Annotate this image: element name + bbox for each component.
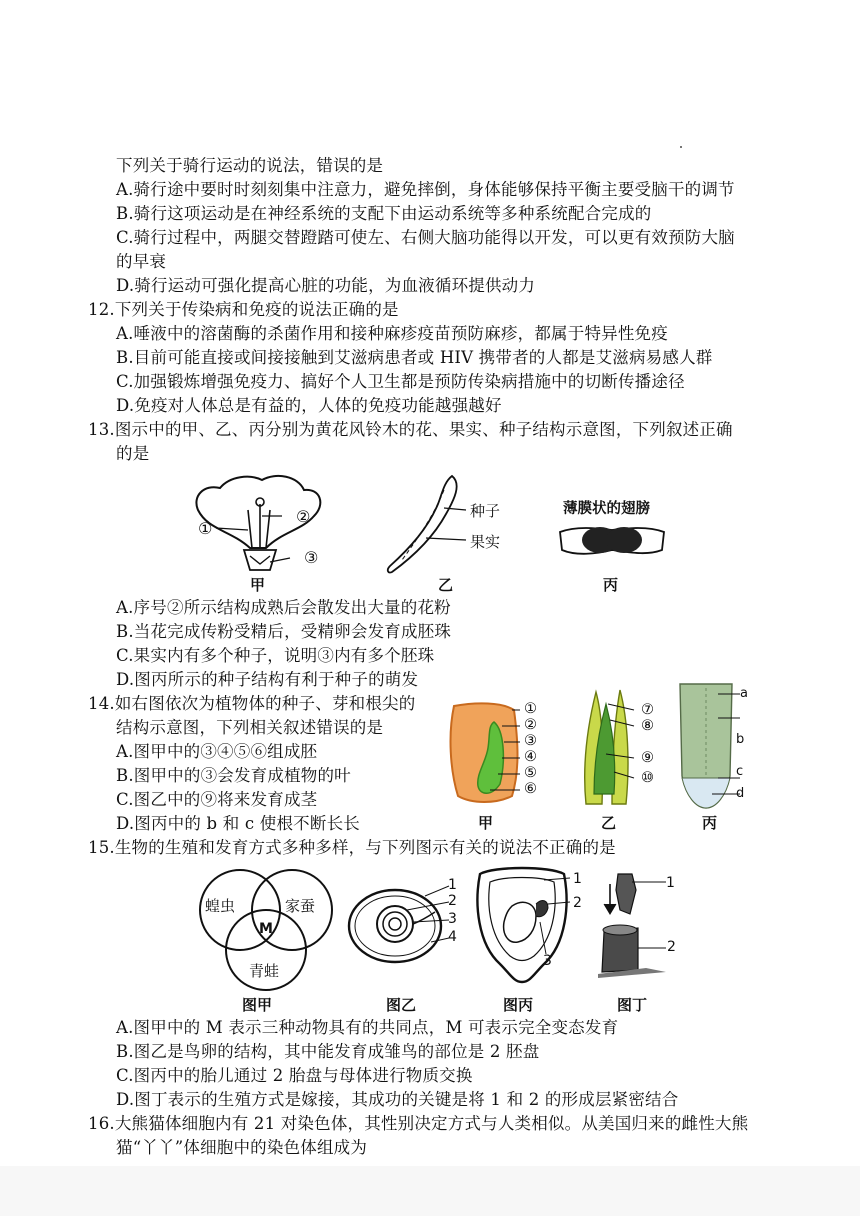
q13-label-wing: 薄膜状的翅膀 bbox=[563, 501, 650, 517]
q13-option-a: A.序号②所示结构成熟后会散发出大量的花粉 bbox=[116, 598, 451, 617]
q15-option-b: B.图乙是鸟卵的结构，其中能发育成雏鸟的部位是 2 胚盘 bbox=[116, 1042, 540, 1061]
q14-bud-label-8: ⑧ bbox=[641, 718, 654, 734]
q14-seed-label-3: ③ bbox=[524, 733, 537, 749]
q14-stem: 14.如右图依次为植物体的种子、芽和根尖的 bbox=[88, 694, 416, 713]
page-bottom-margin bbox=[0, 1166, 860, 1216]
q13-option-d: D.图丙所示的种子结构有利于种子的萌发 bbox=[116, 670, 419, 689]
q13-option-c: C.果实内有多个种子，说明③内有多个胚珠 bbox=[116, 646, 435, 665]
q13-label-fruit: 果实 bbox=[470, 533, 501, 551]
q15-caption-ding: 图丁 bbox=[617, 996, 648, 1014]
q15-option-a: A.图甲中的 M 表示三种动物具有的共同点，M 可表示完全变态发育 bbox=[116, 1018, 619, 1037]
q12-option-a: A.唾液中的溶菌酶的杀菌作用和接种麻疹疫苗预防麻疹，都属于特异性免疫 bbox=[116, 324, 668, 343]
q14-option-d: D.图丙中的 b 和 c 使根不断长长 bbox=[116, 814, 360, 833]
q15-egg-label-4: 4 bbox=[448, 929, 457, 945]
q14-root-label-d: d bbox=[736, 786, 745, 801]
q11-option-d: D.骑行运动可强化提高心脏的功能，为血液循环提供动力 bbox=[116, 276, 536, 295]
q13-label-seed: 种子 bbox=[470, 502, 501, 520]
q14-bud-label-7: ⑦ bbox=[641, 702, 654, 718]
q14-seed-label-4: ④ bbox=[524, 749, 537, 765]
q15-venn-m: M bbox=[259, 921, 273, 937]
q15-uterus-label-1: 1 bbox=[573, 871, 582, 887]
q15-egg-figure bbox=[345, 876, 455, 976]
q15-graft-figure bbox=[596, 870, 676, 980]
q14-root-label-b: b bbox=[736, 732, 745, 747]
q11-option-c-cont: 的早衰 bbox=[116, 252, 167, 271]
q13-label-3: ③ bbox=[304, 548, 319, 567]
q15-caption-bing: 图丙 bbox=[503, 996, 534, 1014]
q14-bud-label-9: ⑨ bbox=[641, 750, 654, 766]
q15-option-c: C.图丙中的胎儿通过 2 胎盘与母体进行物质交换 bbox=[116, 1066, 473, 1085]
q11-option-a: A.骑行途中要时时刻刻集中注意力，避免摔倒，身体能够保持平衡主要受脑干的调节 bbox=[116, 180, 735, 199]
q12-option-c: C.加强锻炼增强免疫力、搞好个人卫生都是预防传染病措施中的切断传播途径 bbox=[116, 372, 685, 391]
q16-stem-cont: 猫“丫丫”体细胞中的染色体组成为 bbox=[116, 1138, 368, 1157]
q15-graft-label-2: 2 bbox=[667, 939, 676, 955]
q14-stem-cont: 结构示意图，下列相关叙述错误的是 bbox=[116, 718, 384, 737]
q15-venn-locust: 蝗虫 bbox=[205, 897, 236, 915]
q14-seed-figure bbox=[446, 700, 524, 806]
q15-venn-frog: 青蛙 bbox=[249, 962, 280, 980]
q15-stem: 15.生物的生殖和发育方式多种多样，与下列图示有关的说法不正确的是 bbox=[88, 838, 616, 857]
q16-stem: 16.大熊猫体细胞内有 21 对染色体，其性别决定方式与人类相似。从美国归来的雌性大熊 bbox=[88, 1114, 749, 1133]
q15-uterus-label-2: 2 bbox=[573, 895, 582, 911]
q13-seed-figure bbox=[556, 520, 668, 560]
q14-seed-label-2: ② bbox=[524, 717, 537, 733]
q15-egg-label-1: 1 bbox=[448, 877, 457, 893]
q12-option-b: B.目前可能直接或间接接触到艾滋病患者或 HIV 携带者的人都是艾滋病易感人群 bbox=[116, 348, 713, 367]
q14-root-label-a: a bbox=[740, 686, 748, 701]
q13-caption-bing: 丙 bbox=[603, 576, 619, 594]
q11-option-c: C.骑行过程中，两腿交替蹬踏可使左、右侧大脑功能得以开发，可以更有效预防大脑 bbox=[116, 228, 735, 247]
q13-caption-jia: 甲 bbox=[250, 576, 266, 594]
q12-stem: 12.下列关于传染病和免疫的说法正确的是 bbox=[88, 300, 399, 319]
scan-speck bbox=[680, 146, 682, 148]
q13-label-1: ① bbox=[198, 519, 213, 538]
q13-stem-cont: 的是 bbox=[116, 444, 150, 463]
q13-stem: 13.图示中的甲、乙、丙分别为黄花风铃木的花、果实、种子结构示意图，下列叙述正确 bbox=[88, 420, 733, 439]
q14-seed-label-5: ⑤ bbox=[524, 765, 537, 781]
q13-caption-yi: 乙 bbox=[438, 576, 454, 594]
q15-egg-label-3: 3 bbox=[448, 911, 457, 927]
q15-option-d: D.图丁表示的生殖方式是嫁接，其成功的关键是将 1 和 2 的形成层紧密结合 bbox=[116, 1090, 679, 1109]
q15-caption-jia: 图甲 bbox=[242, 996, 273, 1014]
q15-graft-label-1: 1 bbox=[666, 875, 675, 891]
q13-label-2: ② bbox=[296, 507, 311, 526]
q14-option-c: C.图乙中的⑨将来发育成茎 bbox=[116, 790, 318, 809]
q14-caption-jia: 甲 bbox=[478, 814, 494, 832]
q13-option-b: B.当花完成传粉受精后，受精卵会发育成胚珠 bbox=[116, 622, 452, 641]
q12-option-d: D.免疫对人体总是有益的，人体的免疫功能越强越好 bbox=[116, 396, 502, 415]
q14-bud-label-10: ⑩ bbox=[641, 770, 654, 786]
q14-caption-yi: 乙 bbox=[601, 814, 617, 832]
q15-egg-label-2: 2 bbox=[448, 893, 457, 909]
q14-bud-figure bbox=[572, 684, 642, 810]
q11-option-b: B.骑行这项运动是在神经系统的支配下由运动系统等多种系统配合完成的 bbox=[116, 204, 652, 223]
q14-option-a: A.图甲中的③④⑤⑥组成胚 bbox=[116, 742, 318, 761]
q13-fruit-figure bbox=[380, 470, 470, 580]
q15-venn-silkworm: 家蚕 bbox=[285, 897, 316, 915]
q14-seed-label-6: ⑥ bbox=[524, 781, 537, 797]
q14-root-label-c: c bbox=[736, 764, 744, 779]
q15-uterus-label-3: 3 bbox=[543, 953, 552, 969]
q14-option-b: B.图甲中的③会发育成植物的叶 bbox=[116, 766, 351, 785]
q11-stem: 下列关于骑行运动的说法，错误的是 bbox=[116, 156, 384, 175]
q15-caption-yi: 图乙 bbox=[386, 996, 417, 1014]
q14-seed-label-1: ① bbox=[524, 701, 537, 717]
q15-uterus-figure bbox=[470, 864, 580, 984]
q14-caption-bing: 丙 bbox=[702, 814, 718, 832]
